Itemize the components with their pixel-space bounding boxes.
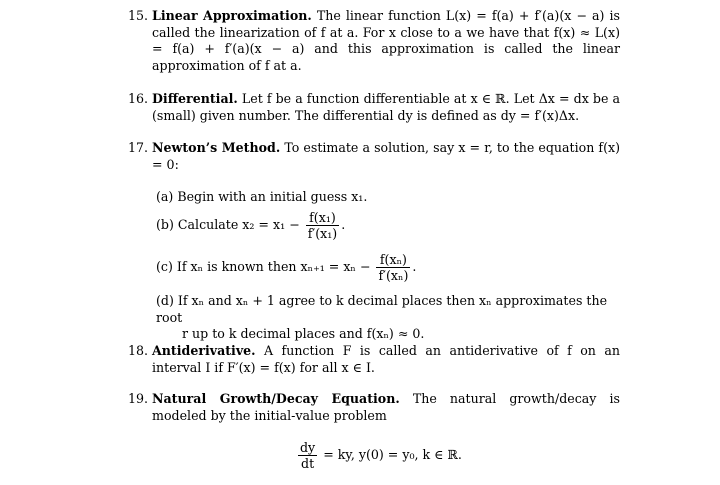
equation-rest: = ky, y(0) = y₀, k ∈ ℝ. xyxy=(319,447,462,462)
item-title: Antiderivative. xyxy=(152,343,256,358)
newton-step-a: (a) Begin with an initial guess x₁. xyxy=(156,189,368,204)
newton-step-c: (c) If xₙ is known then xₙ₊₁ = xₙ − $\frac{\text{f(xₙ)}}{\text{f′(xₙ)}}$ . xyxy=(156,252,417,283)
item-number: 15. xyxy=(127,8,148,23)
fraction xyxy=(376,252,410,283)
item-text: The linear function L(x) = f(a) + f′(a)(x − a) is called the linearization of f at a. For x close to a we have that f(x) ≈ L(x) = f(a) + f′(a)(x − a) and this approximation is called the linear approximation of f at a. xyxy=(152,8,621,73)
newton-step-d xyxy=(156,293,620,343)
fraction xyxy=(306,210,340,241)
item-text: To estimate a solution, say x = r, to the equation f(x) = 0: xyxy=(152,140,620,172)
fraction xyxy=(298,440,317,471)
fraction-numerator: f(xₙ) xyxy=(376,252,410,268)
item-number: 19. xyxy=(127,391,148,406)
item-number: 17. xyxy=(127,140,148,155)
item-newtons-method xyxy=(126,140,620,173)
item-text: The natural growth/decay is modeled by the initial-value problem xyxy=(152,391,620,423)
newton-step-d-line1: (d) If xₙ and xₙ + 1 agree to k decimal places then xₙ approximates the root xyxy=(156,293,608,325)
item-antiderivative xyxy=(126,343,620,376)
item-linear-approximation xyxy=(126,8,620,74)
item-title: Differential. xyxy=(152,91,238,106)
fraction-denominator: f′(xₙ) xyxy=(378,268,409,283)
item-title: Newton’s Method. xyxy=(152,140,281,155)
fraction-numerator: f(x₁) xyxy=(306,210,340,226)
item-title: Linear Approximation. xyxy=(152,8,312,23)
growth-decay-equation xyxy=(296,440,462,471)
item-title: Natural Growth/Decay Equation. xyxy=(152,391,400,406)
newton-step-b: (b) Calculate x₂ = x₁ − $\frac{\text{f(x₁)}}{\text{f′(x₁)}}$ . xyxy=(156,210,346,241)
fraction-numerator: dy xyxy=(300,440,316,455)
fraction-denominator: dt xyxy=(301,456,315,471)
item-text: Let f be a function differentiable at x ∈ ℝ. Let Δx = dx be a (small) given number. The differential dy is defined as dy = f′(x)Δx. xyxy=(152,91,620,123)
newton-step-d-line2: r up to k decimal places and f(xₙ) ≈ 0. xyxy=(182,326,425,342)
item-differential xyxy=(126,91,620,124)
newton-step-c-label: (c) If xₙ is known then xₙ₊₁ = xₙ − xyxy=(156,259,371,274)
item-text: A function F is called an antiderivative of f on an interval I if F′(x) = f(x) for all x ∈ I. xyxy=(152,343,620,375)
fraction-denominator: f′(x₁) xyxy=(307,226,338,241)
item-number: 18. xyxy=(127,343,148,358)
newton-step-b-label: (b) Calculate x₂ = x₁ − xyxy=(156,217,300,232)
item-number: 16. xyxy=(127,91,148,106)
item-natural-growth-decay xyxy=(126,391,620,424)
